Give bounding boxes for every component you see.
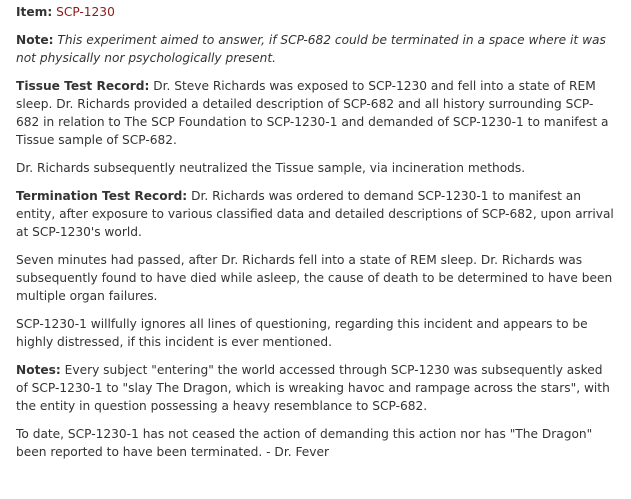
item-label: Item: xyxy=(16,5,53,19)
notes-text: Every subject "entering" the world accessed through SCP-1230 was subsequently asked of SCP-1230-1 to "slay The Dragon, which is wreaking havoc and rampage across the stars", with the entity in question possessing a heavy resemblance to SCP-682. xyxy=(16,363,610,413)
notes-label: Notes: xyxy=(16,363,61,377)
termination-test-paragraph xyxy=(16,187,615,241)
notes-paragraph xyxy=(16,361,615,415)
termination-test-text: Dr. Richards was ordered to demand SCP-1230-1 to manifest an entity, after exposure to various classified data and detailed descriptions of SCP-682, upon arrival at SCP-1230's world. xyxy=(16,189,614,239)
questioning-paragraph: SCP-1230-1 willfully ignores all lines of questioning, regarding this incident and appears to be highly distressed, if this incident is ever mentioned. xyxy=(16,317,588,349)
tissue-test-label: Tissue Test Record: xyxy=(16,79,150,93)
note-paragraph xyxy=(16,31,615,67)
item-line xyxy=(16,3,615,21)
termination-test-label: Termination Test Record: xyxy=(16,189,188,203)
termination-followup-paragraph: Seven minutes had passed, after Dr. Richards fell into a state of REM sleep. Dr. Richards was subsequently found to have died while asleep, the cause of death to be determined to have been multiple organ failures. xyxy=(16,253,613,303)
closing-paragraph: To date, SCP-1230-1 has not ceased the action of demanding this action nor has "The Dragon" been reported to have been terminated. - Dr. Fever xyxy=(16,427,593,459)
tissue-followup-paragraph: Dr. Richards subsequently neutralized the Tissue sample, via incineration methods. xyxy=(16,161,526,175)
tissue-test-paragraph xyxy=(16,77,615,149)
note-text: This experiment aimed to answer, if SCP-682 could be terminated in a space where it was not physically nor psychologically present. xyxy=(16,33,606,65)
item-link[interactable]: SCP-1230 xyxy=(56,5,115,19)
tissue-test-text: Dr. Steve Richards was exposed to SCP-1230 and fell into a state of REM sleep. Dr. Richards provided a detailed description of SCP-682 and all history surrounding SCP-682 in relation to The SCP Foundation to SCP-1230-1 and demanded of SCP-1230-1 to manifest a Tissue sample of SCP-682. xyxy=(16,79,609,147)
note-label: Note: xyxy=(16,33,54,47)
